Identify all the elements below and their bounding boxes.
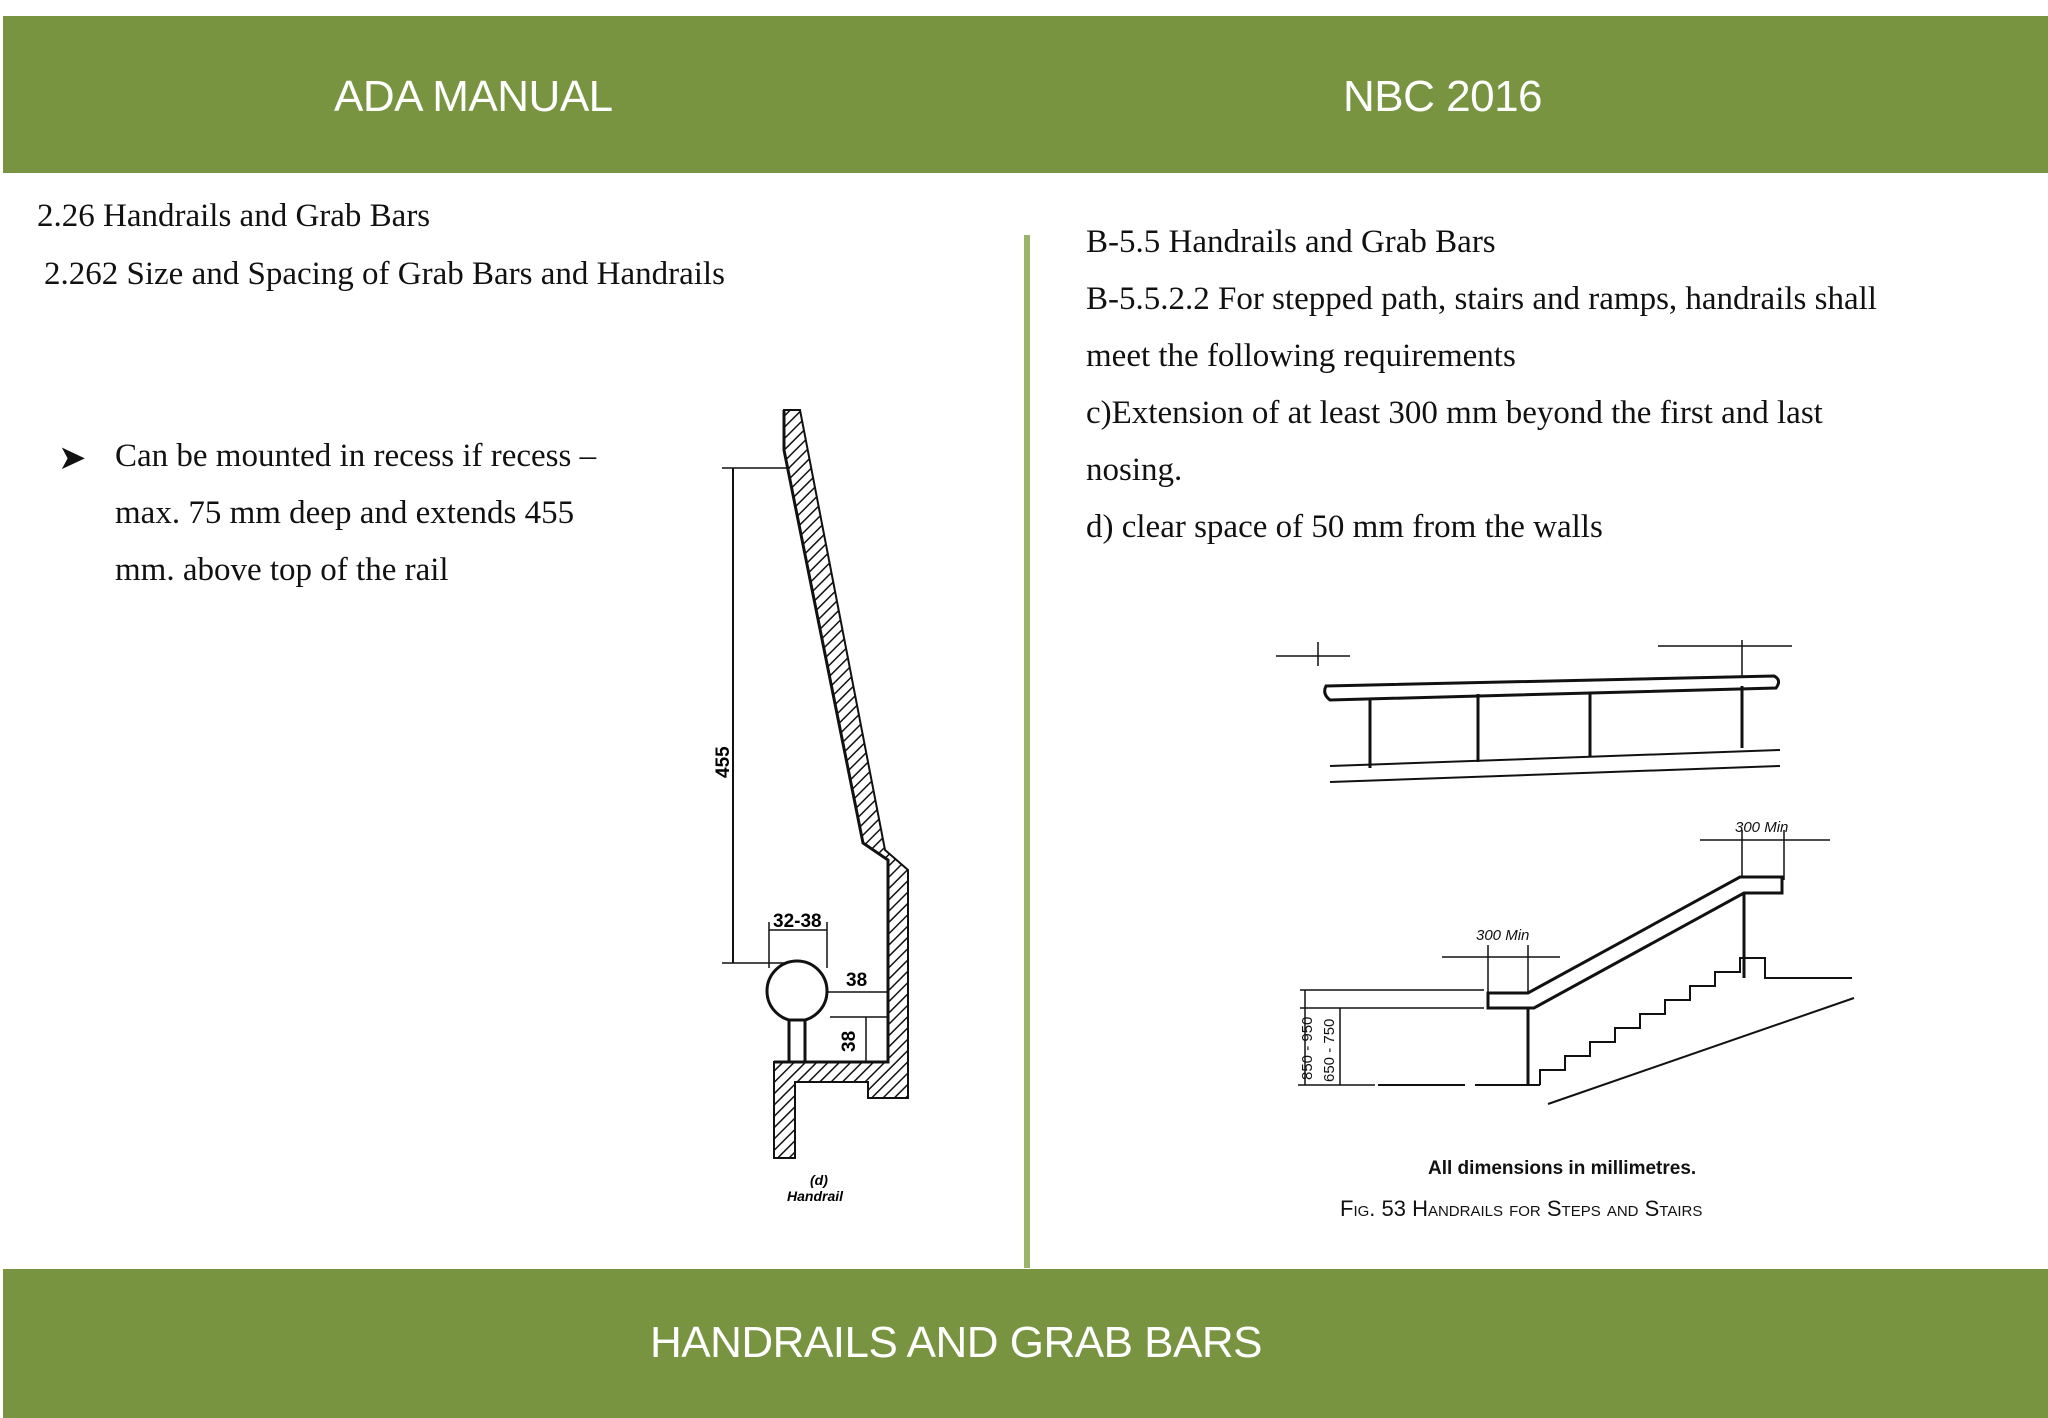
bullet-arrow-icon: ➤ xyxy=(58,438,87,478)
ada-subsection-heading: 2.262 Size and Spacing of Grab Bars and Handrails xyxy=(44,256,725,292)
header-band xyxy=(3,16,2048,173)
nbc-figure-caption: Fig. 53 Handrails for Steps and Stairs xyxy=(1340,1196,1703,1221)
footer-title: HANDRAILS AND GRAB BARS xyxy=(650,1318,1262,1367)
dim-455-label: 455 xyxy=(713,746,734,778)
nbc-line-2: B-5.5.2.2 For stepped path, stairs and ramps, handrails shall xyxy=(1086,281,1877,317)
nbc-figure-note: All dimensions in millimetres. xyxy=(1428,1158,1697,1179)
dim-300-min-bottom: 300 Min xyxy=(1476,927,1530,944)
footer-band xyxy=(3,1269,2048,1418)
ada-bullet-line-2: max. 75 mm deep and extends 455 xyxy=(115,495,575,531)
nbc-line-4: c)Extension of at least 300 mm beyond the first and last xyxy=(1086,395,1823,431)
nbc-line-3: meet the following requirements xyxy=(1086,338,1516,374)
header-left-title: ADA MANUAL xyxy=(334,72,613,121)
dim-300-min-top: 300 Min xyxy=(1735,819,1789,836)
ada-bullet-line-1: Can be mounted in recess if recess – xyxy=(115,438,597,474)
handrail-bracket xyxy=(789,1020,805,1062)
nbc-line-5: nosing. xyxy=(1086,452,1183,488)
nbc-line-1: B-5.5 Handrails and Grab Bars xyxy=(1086,224,1496,260)
dim-clearance-label: 38 xyxy=(846,970,868,991)
ada-handrail-diagram xyxy=(680,400,940,1220)
nbc-line-6: d) clear space of 50 mm from the walls xyxy=(1086,509,1603,545)
dim-650-750: 650 - 750 xyxy=(1321,1018,1338,1082)
dim-850-950: 850 - 950 xyxy=(1299,1016,1316,1080)
nbc-handrail-diagram xyxy=(1270,630,1870,1230)
dim-32-38-label: 32-38 xyxy=(773,911,822,932)
header-right-title: NBC 2016 xyxy=(1343,72,1543,121)
column-divider xyxy=(1024,235,1030,1268)
ada-figure-letter: (d) xyxy=(810,1172,828,1188)
dim-bottom-label: 38 xyxy=(839,1030,860,1052)
ada-bullet-line-3: mm. above top of the rail xyxy=(115,552,449,588)
ada-figure-caption: Handrail xyxy=(787,1188,844,1204)
ada-section-heading: 2.26 Handrails and Grab Bars xyxy=(37,198,431,234)
handrail-section xyxy=(767,961,827,1021)
